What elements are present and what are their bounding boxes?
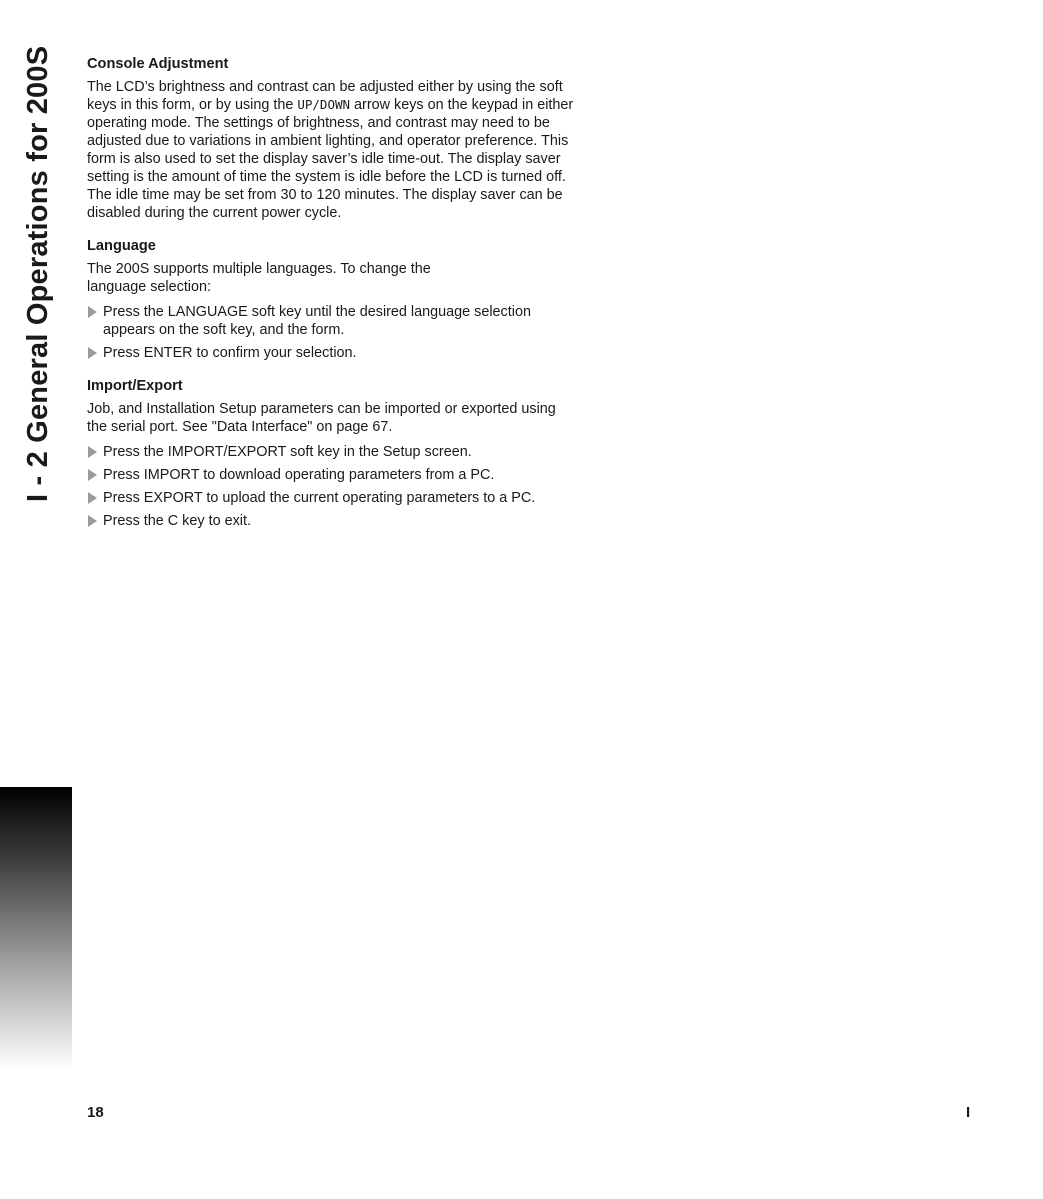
language-section (87, 236, 577, 362)
page-number: 18 (87, 1104, 104, 1121)
step-text: Press the IMPORT/EXPORT soft key in the Setup screen. (103, 444, 472, 460)
section-mark: I (966, 1104, 971, 1121)
up-down-keys-text: UP/DOWN (297, 97, 351, 112)
triangle-bullet-icon (88, 469, 97, 481)
chapter-tab-gradient (0, 787, 72, 1070)
page-content (87, 54, 577, 544)
language-intro-line-2: language selection: (87, 279, 212, 295)
language-steps (87, 303, 577, 362)
triangle-bullet-icon (88, 515, 97, 527)
step-text: Press IMPORT to download operating parameters from a PC. (103, 467, 495, 483)
import-export-intro: Job, and Installation Setup parameters can be imported or exported using the serial port. See "Data Interface" on page 67. (87, 401, 556, 435)
list-item (87, 443, 577, 461)
triangle-bullet-icon (88, 492, 97, 504)
step-text: Press ENTER to confirm your selection. (103, 345, 357, 361)
step-text: Press EXPORT to upload the current operating parameters to a PC. (103, 490, 536, 506)
language-heading: Language (87, 238, 156, 254)
chapter-side-title (18, 45, 62, 502)
step-text: Press the LANGUAGE soft key until the desired language selection appears on the soft key, and the form. (103, 304, 531, 338)
language-intro (87, 260, 577, 296)
list-item (87, 466, 577, 484)
console-body-part-2: arrow keys on the keypad in either operating mode. The settings of brightness, and contrast may need to be adjusted due to variations in ambient lighting, and operator preference. This form is also used to set the display saver’s idle time-out. The display saver setting is the amount of time the system is idle before the LCD is turned off. The idle time may be set from 30 to 120 minutes. The display saver can be disabled during the current power cycle. (87, 97, 574, 221)
step-text: Press the C key to exit. (103, 513, 251, 529)
console-body-part-1: The LCD’s brightness and contrast can be adjusted either by using the soft keys in this form, or by using the (87, 79, 563, 113)
import-export-steps (87, 443, 577, 530)
list-item (87, 344, 577, 362)
chapter-title-text: I - 2 General Operations for 200S (22, 45, 54, 502)
triangle-bullet-icon (88, 446, 97, 458)
list-item (87, 512, 577, 530)
language-intro-line-1: The 200S supports multiple languages. To change the (87, 261, 431, 277)
console-adjustment-section (87, 54, 577, 222)
import-export-heading: Import/Export (87, 378, 183, 394)
triangle-bullet-icon (88, 306, 97, 318)
console-adjustment-heading: Console Adjustment (87, 56, 229, 72)
list-item (87, 489, 577, 507)
console-adjustment-body (87, 78, 577, 222)
import-export-section (87, 376, 577, 530)
list-item (87, 303, 577, 339)
triangle-bullet-icon (88, 347, 97, 359)
